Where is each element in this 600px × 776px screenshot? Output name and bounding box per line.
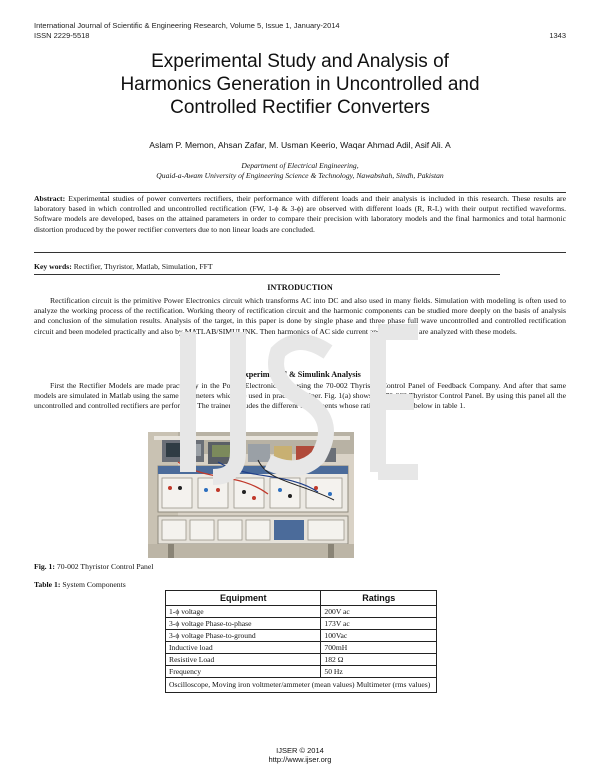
abstract-text: Experimental studies of power converters rectifiers, their performance with different loads and their analysis is included in this research. These results are laboratory based in which controlled and uncontrolled rectification (FW, 1-ϕ & 3-ϕ) are observed with different loads (R, R-L) with their output rectified waveforms. Software models are developed, bases on the attained parameters in order to compare their precision with laboratory models and the final harmonics and total harmonic distortion produced by the power rectifier converters due to non linear loads are concluded. xyxy=(34,194,566,234)
abstract xyxy=(34,194,566,235)
introduction-heading: INTRODUCTION xyxy=(267,283,333,292)
table-cell-equipment: 1-ϕ voltage xyxy=(166,606,321,618)
keywords-rule xyxy=(34,274,500,275)
abstract-bottom-rule xyxy=(34,252,566,253)
table-1-caption-text: System Components xyxy=(62,580,126,589)
experimental-text: First the Rectifier Models are made practically in the Power Electronics lab using the 70-002 Thyristor Control Panel of Feedback Company. And after that same models are simulated in Matlab using the same parameters which are used in practical trainer. Fig. 1(a) shows the 70-002 Thyristor Control Panel. By using this panel all the uncontrolled and controlled rectifiers are performed. The trainer includes the different components whose ratings are given below in table 1. xyxy=(34,381,566,411)
affiliation xyxy=(40,161,560,181)
table-cell-rating: 173V ac xyxy=(321,618,437,630)
table-row xyxy=(166,654,437,666)
ijser-watermark-graphic xyxy=(178,312,422,492)
footer-url[interactable]: http://www.ijser.org xyxy=(268,755,332,764)
introduction-text: Rectification circuit is the primitive Power Electronics circuit which transforms AC into DC and also used in many fields. Simulation with modeling is often used to analyze the working process of the rectification. Working theory of rectification circuit and the harmonic components can be studied more deeply on the basis of analysis and conclusion of the simulation results. Analysis of the target, in this paper is done by single phase and three phase full wave uncontrolled and controlled rectification circuit and been modeled practically and also by MATLAB/SIMULINK. Then harmonics of AC side current and waveforms are analyzed with these models. xyxy=(34,296,566,336)
figure-1-caption xyxy=(34,562,334,572)
experimental-heading: Experimental & Simulink Analysis xyxy=(239,370,361,379)
table-row xyxy=(166,606,437,618)
system-components-table xyxy=(165,590,437,693)
table-1-label: Table 1: xyxy=(34,580,61,589)
table-cell-equipment: Resistive Load xyxy=(166,654,321,666)
table-cell-equipment: 3-ϕ voltage Phase-to-phase xyxy=(166,618,321,630)
affiliation-university: Quaid-a-Awam University of Engineering Science & Technology, Nawabshah, Sindh, Pakistan xyxy=(156,171,444,180)
table-row xyxy=(166,630,437,642)
table-row xyxy=(166,642,437,654)
figure-1-label: Fig. 1: xyxy=(34,562,55,571)
ijser-watermark xyxy=(178,312,422,492)
abstract-top-rule xyxy=(100,192,566,193)
journal-header: International Journal of Scientific & Engineering Research, Volume 5, Issue 1, January-2014 xyxy=(34,21,340,30)
title-line-1: Experimental Study and Analysis of xyxy=(151,51,449,72)
table-row xyxy=(166,618,437,630)
table-footer-cell: Oscilloscope, Moving iron voltmeter/ammeter (mean values) Multimeter (rms values) xyxy=(166,678,437,693)
page-number: 1343 xyxy=(549,31,566,40)
footer-copyright: IJSER © 2014 xyxy=(276,746,324,755)
table-footer-row xyxy=(166,678,437,693)
paper-title xyxy=(40,50,560,119)
title-line-3: Controlled Rectifier Converters xyxy=(170,97,430,118)
affiliation-department: Department of Electrical Engineering, xyxy=(241,161,359,170)
table-header-ratings: Ratings xyxy=(321,591,437,606)
abstract-label: Abstract: xyxy=(34,194,66,203)
keywords xyxy=(34,262,566,272)
keywords-text: Rectifier, Thyristor, Matlab, Simulation, FFT xyxy=(73,262,213,271)
table-cell-equipment: Inductive load xyxy=(166,642,321,654)
table-header-equipment: Equipment xyxy=(166,591,321,606)
table-row xyxy=(166,666,437,678)
table-cell-rating: 182 Ω xyxy=(321,654,437,666)
keywords-label: Key words: xyxy=(34,262,72,271)
issn: ISSN 2229-5518 xyxy=(34,31,90,40)
table-cell-rating: 700mH xyxy=(321,642,437,654)
authors: Aslam P. Memon, Ahsan Zafar, M. Usman Keerio, Waqar Ahmad Adil, Asif Ali. A xyxy=(149,140,451,150)
table-cell-rating: 200V ac xyxy=(321,606,437,618)
table-1-caption xyxy=(34,580,334,590)
table-cell-rating: 100Vac xyxy=(321,630,437,642)
table-cell-rating: 50 Hz xyxy=(321,666,437,678)
table-cell-equipment: Frequency xyxy=(166,666,321,678)
table-cell-equipment: 3-ϕ voltage Phase-to-ground xyxy=(166,630,321,642)
table-header-row xyxy=(166,591,437,606)
figure-1-caption-text: 70-002 Thyristor Control Panel xyxy=(56,562,154,571)
title-line-2: Harmonics Generation in Uncontrolled and xyxy=(120,74,480,95)
